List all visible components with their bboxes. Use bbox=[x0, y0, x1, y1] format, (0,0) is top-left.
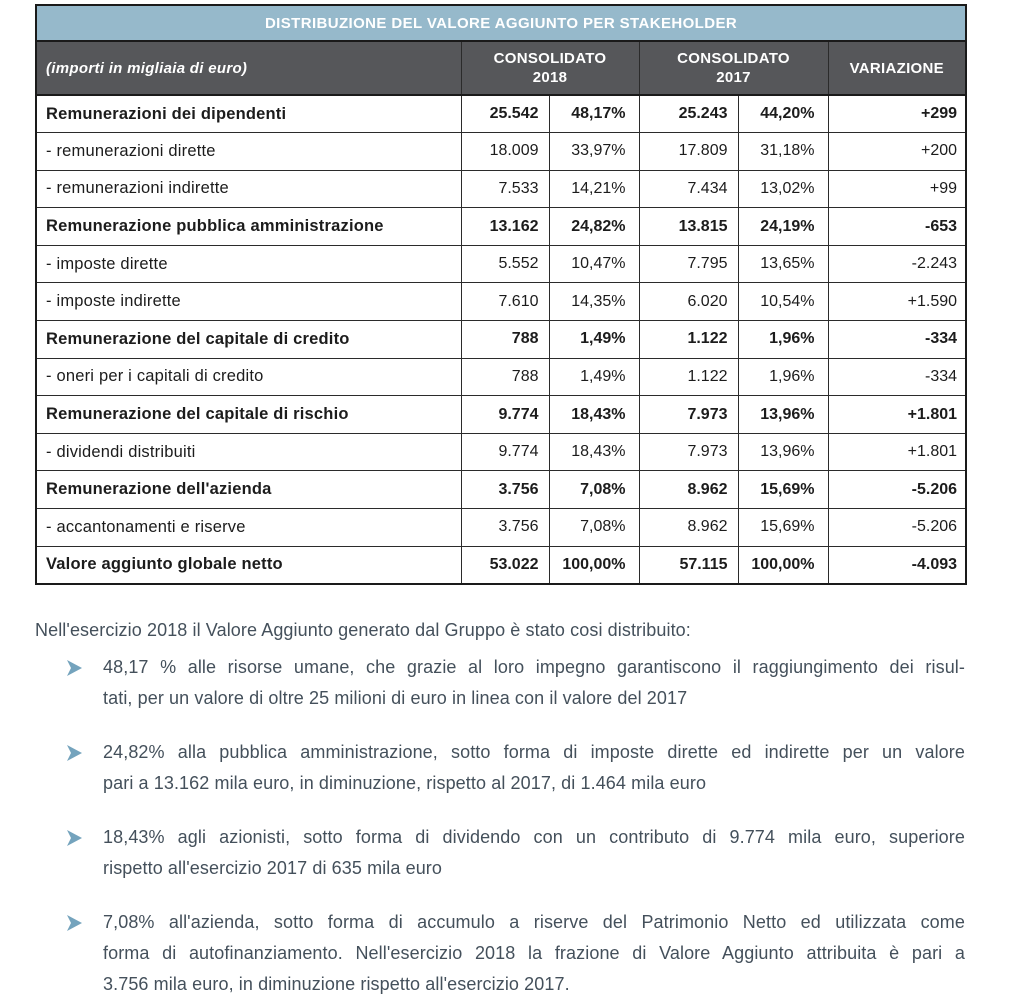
row-pct-2018: 14,35% bbox=[549, 283, 639, 321]
row-pct-2018: 14,21% bbox=[549, 170, 639, 208]
bullet-item-azionisti bbox=[35, 822, 965, 884]
row-pct-2017: 24,19% bbox=[738, 208, 828, 246]
row-variation: +1.590 bbox=[828, 283, 966, 321]
intro-paragraph: Nell'esercizio 2018 il Valore Aggiunto generato dal Gruppo è stato cosi distribuito: bbox=[35, 619, 691, 640]
row-pct-2018: 1,49% bbox=[549, 321, 639, 359]
row-variation: -4.093 bbox=[828, 546, 966, 584]
bullet-item-pubblica-amministrazione bbox=[35, 737, 965, 799]
row-value-2018: 3.756 bbox=[461, 471, 549, 509]
row-variation: -5.206 bbox=[828, 509, 966, 547]
row-variation: +299 bbox=[828, 95, 966, 133]
bullet-line: 18,43% agli azionisti, sotto forma di dividendo con un contributo di 9.774 mila euro, superiore bbox=[103, 826, 965, 847]
narrative-section bbox=[35, 616, 965, 1000]
row-variation: +99 bbox=[828, 170, 966, 208]
bullet-text bbox=[103, 907, 965, 1000]
row-value-2018: 5.552 bbox=[461, 245, 549, 283]
bullet-text bbox=[103, 822, 965, 884]
row-dividendi-distribuiti bbox=[36, 433, 966, 471]
row-remunerazione-pubblica-amministrazione bbox=[36, 208, 966, 246]
col-header-2018-line1: CONSOLIDATO bbox=[493, 50, 607, 67]
row-pct-2017: 15,69% bbox=[738, 509, 828, 547]
row-remunerazioni-dipendenti bbox=[36, 95, 966, 133]
row-accantonamenti-riserve bbox=[36, 509, 966, 547]
row-value-2018: 788 bbox=[461, 358, 549, 396]
row-variation: +1.801 bbox=[828, 433, 966, 471]
row-label: - dividendi distribuiti bbox=[36, 433, 461, 471]
row-pct-2017: 10,54% bbox=[738, 283, 828, 321]
row-variation: -5.206 bbox=[828, 471, 966, 509]
row-variation: +1.801 bbox=[828, 396, 966, 434]
row-pct-2018: 10,47% bbox=[549, 245, 639, 283]
row-pct-2018: 1,49% bbox=[549, 358, 639, 396]
row-variation: +200 bbox=[828, 133, 966, 171]
bullet-item-azienda bbox=[35, 907, 965, 1000]
row-pct-2018: 100,00% bbox=[549, 546, 639, 584]
bullet-arrow-icon bbox=[35, 907, 103, 931]
table-title-row bbox=[36, 5, 966, 41]
row-value-2018: 13.162 bbox=[461, 208, 549, 246]
row-pct-2018: 18,43% bbox=[549, 433, 639, 471]
row-value-2018: 7.610 bbox=[461, 283, 549, 321]
row-value-2018: 25.542 bbox=[461, 95, 549, 133]
row-pct-2018: 48,17% bbox=[549, 95, 639, 133]
row-pct-2017: 13,65% bbox=[738, 245, 828, 283]
row-value-2018: 9.774 bbox=[461, 396, 549, 434]
row-pct-2018: 7,08% bbox=[549, 471, 639, 509]
bullet-line: rispetto all'esercizio 2017 di 635 mila euro bbox=[103, 857, 443, 878]
row-pct-2018: 24,82% bbox=[549, 208, 639, 246]
col-header-2018-line2: 2018 bbox=[532, 69, 568, 86]
row-value-2018: 788 bbox=[461, 321, 549, 359]
row-label: Remunerazione dell'azienda bbox=[36, 471, 461, 509]
row-label: - oneri per i capitali di credito bbox=[36, 358, 461, 396]
unit-note: (importi in migliaia di euro) bbox=[36, 41, 461, 95]
row-value-2017: 6.020 bbox=[639, 283, 738, 321]
row-label: - imposte dirette bbox=[36, 245, 461, 283]
row-label: - remunerazioni indirette bbox=[36, 170, 461, 208]
row-value-2018: 18.009 bbox=[461, 133, 549, 171]
row-value-2017: 17.809 bbox=[639, 133, 738, 171]
col-header-variazione: VARIAZIONE bbox=[828, 41, 966, 95]
row-value-2017: 57.115 bbox=[639, 546, 738, 584]
row-remunerazioni-dirette bbox=[36, 133, 966, 171]
bullet-arrow-icon bbox=[35, 822, 103, 846]
row-value-2017: 1.122 bbox=[639, 358, 738, 396]
row-pct-2018: 7,08% bbox=[549, 509, 639, 547]
value-added-table bbox=[35, 4, 967, 585]
row-pct-2017: 1,96% bbox=[738, 321, 828, 359]
row-label: - accantonamenti e riserve bbox=[36, 509, 461, 547]
document-page bbox=[35, 4, 965, 1000]
row-value-2017: 7.973 bbox=[639, 396, 738, 434]
row-imposte-dirette bbox=[36, 245, 966, 283]
table-title: DISTRIBUZIONE DEL VALORE AGGIUNTO PER STAKEHOLDER bbox=[36, 5, 966, 41]
row-variation: -334 bbox=[828, 358, 966, 396]
row-label: Remunerazione del capitale di rischio bbox=[36, 396, 461, 434]
bullet-line: pari a 13.162 mila euro, in diminuzione, rispetto al 2017, di 1.464 mila euro bbox=[103, 772, 707, 793]
row-variation: -2.243 bbox=[828, 245, 966, 283]
bullet-text bbox=[103, 652, 965, 714]
row-pct-2017: 15,69% bbox=[738, 471, 828, 509]
bullet-line: forma di autofinanziamento. Nell'esercizio 2018 la frazione di Valore Aggiunto attribuita è pari a bbox=[103, 942, 965, 963]
row-value-2017: 13.815 bbox=[639, 208, 738, 246]
row-pct-2017: 13,02% bbox=[738, 170, 828, 208]
bullet-line: 48,17 % alle risorse umane, che grazie al loro impegno garantiscono il raggiungimento dei risul- bbox=[103, 656, 965, 677]
row-label: Remunerazione del capitale di credito bbox=[36, 321, 461, 359]
col-header-consolidato-2018 bbox=[461, 41, 639, 95]
row-valore-aggiunto-globale-netto bbox=[36, 546, 966, 584]
bullet-line: 3.756 mila euro, in diminuzione rispetto all'esercizio 2017. bbox=[103, 973, 570, 994]
row-pct-2018: 18,43% bbox=[549, 396, 639, 434]
row-variation: -334 bbox=[828, 321, 966, 359]
row-value-2017: 1.122 bbox=[639, 321, 738, 359]
row-remunerazioni-indirette bbox=[36, 170, 966, 208]
bullet-item-risorse-umane bbox=[35, 652, 965, 714]
bullet-arrow-icon bbox=[35, 652, 103, 676]
row-value-2018: 53.022 bbox=[461, 546, 549, 584]
col-header-consolidato-2017 bbox=[639, 41, 828, 95]
row-value-2018: 9.774 bbox=[461, 433, 549, 471]
row-value-2017: 8.962 bbox=[639, 471, 738, 509]
row-label: Remunerazione pubblica amministrazione bbox=[36, 208, 461, 246]
bullet-text bbox=[103, 737, 965, 799]
row-value-2017: 7.434 bbox=[639, 170, 738, 208]
row-value-2017: 7.795 bbox=[639, 245, 738, 283]
bullet-line: tati, per un valore di oltre 25 milioni di euro in linea con il valore del 2017 bbox=[103, 687, 688, 708]
row-pct-2017: 31,18% bbox=[738, 133, 828, 171]
row-variation: -653 bbox=[828, 208, 966, 246]
row-imposte-indirette bbox=[36, 283, 966, 321]
row-value-2018: 7.533 bbox=[461, 170, 549, 208]
table-header-row bbox=[36, 41, 966, 95]
bullet-line: 7,08% all'azienda, sotto forma di accumulo a riserve del Patrimonio Netto ed utilizzata come bbox=[103, 911, 965, 932]
row-pct-2018: 33,97% bbox=[549, 133, 639, 171]
bullet-line: 24,82% alla pubblica amministrazione, sotto forma di imposte dirette ed indirette per un valore bbox=[103, 741, 965, 762]
row-value-2017: 7.973 bbox=[639, 433, 738, 471]
row-remunerazione-capitale-rischio bbox=[36, 396, 966, 434]
row-label: - imposte indirette bbox=[36, 283, 461, 321]
row-value-2018: 3.756 bbox=[461, 509, 549, 547]
row-pct-2017: 1,96% bbox=[738, 358, 828, 396]
bullet-arrow-icon bbox=[35, 737, 103, 761]
row-pct-2017: 100,00% bbox=[738, 546, 828, 584]
row-value-2017: 8.962 bbox=[639, 509, 738, 547]
row-remunerazione-capitale-credito bbox=[36, 321, 966, 359]
row-oneri-capitali-credito bbox=[36, 358, 966, 396]
row-pct-2017: 44,20% bbox=[738, 95, 828, 133]
row-pct-2017: 13,96% bbox=[738, 433, 828, 471]
row-label: Valore aggiunto globale netto bbox=[36, 546, 461, 584]
row-pct-2017: 13,96% bbox=[738, 396, 828, 434]
row-label: Remunerazioni dei dipendenti bbox=[36, 95, 461, 133]
row-value-2017: 25.243 bbox=[639, 95, 738, 133]
row-label: - remunerazioni dirette bbox=[36, 133, 461, 171]
row-remunerazione-azienda bbox=[36, 471, 966, 509]
col-header-2017-line1: CONSOLIDATO bbox=[677, 50, 790, 67]
col-header-2017-line2: 2017 bbox=[716, 69, 751, 86]
